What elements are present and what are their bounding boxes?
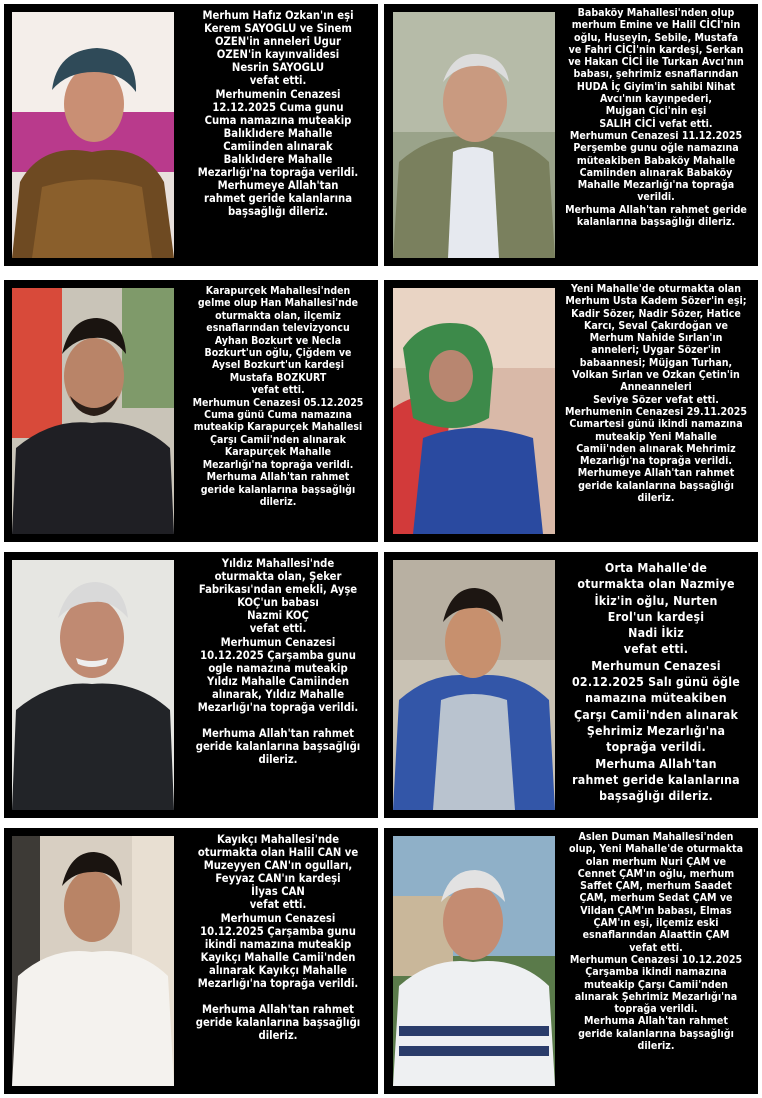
- portrait-photo: [393, 288, 555, 534]
- obituary-card-nadi-ikiz: [384, 552, 758, 818]
- obituary-text: Yeni Mahalle'de oturmakta olan Merhum Usta Kadem Sözer'in eşi; Kadir Sözer, Nadir Sözer, Hatice Karcı, Seval Çakırdoğan ve Merhum Nahide Sırlan'ın anneleri; Uygar Sözer'in babaannesi; Müjgan Turhan, Volkan Sırlan ve Ozkan Çetin'in Anneanneleri Seviye Sözer vefat etti. Merhumenin Cenazesi 29.11.2025 Cumartesi günü ikindi namazına muteakip Yeni Mahalle Camii'nden alınarak Mehrimiz Mezarlığı'na toprağa verildi. Merhumeye Allah'tan rahmet geride kalanlarına başsağlığı dileriz.: [564, 283, 747, 505]
- portrait-photo: [393, 560, 555, 810]
- obituary-text: Orta Mahalle'de oturmakta olan Nazmiye İkiz'in oğlu, Nurten Erol'un kardeşi Nadi İkiz vefat etti. Merhumun Cenazesi 02.12.2025 Salı günü öğle namazına müteakiben Çarşı Camii'nden alınarak Şehrimiz Mezarlığı'na toprağa verildi. Merhuma Allah'tan rahmet geride kalanlarına başsağlığı dileriz.: [572, 561, 740, 804]
- portrait-photo: [12, 288, 174, 534]
- obituary-card-salih-cici: [384, 4, 758, 266]
- obituary-card-seviye-sozer: [384, 280, 758, 542]
- obituary-card-mustafa-bozkurt: [4, 280, 378, 542]
- obituary-card-ilyas-can: [4, 828, 378, 1094]
- obituary-text: Aslen Duman Mahallesi'nden olup, Yeni Mahalle'de oturmakta olan merhum Nuri ÇAM ve Cennet ÇAM'ın oğlu, merhum Saffet ÇAM, merhum Saadet ÇAM, merhum Sedat ÇAM ve Vildan ÇAM'ın babası, Elmas ÇAM'ın eşi, ilçemiz eski esnaflarından Alaattin ÇAM vefat etti. Merhumun Cenazesi 10.12.2025 Çarşamba ikindi namazına muteakip Çarşı Camii'nden alınarak Şehrimiz Mezarlığı'na toprağa verildi. Merhuma Allah'tan rahmet geride kalanlarına başsağlığı dileriz.: [568, 831, 744, 1053]
- portrait-photo: [12, 836, 174, 1086]
- portrait-photo: [12, 12, 174, 258]
- portrait-photo: [393, 12, 555, 258]
- obituary-text: Yıldız Mahallesi'nde oturmakta olan, Şeker Fabrikası'ndan emekli, Ayşe KOÇ'un babası Nazmi KOÇ vefat etti. Merhumun Cenazesi 10.12.2025 Çarşamba gunu ogle namazına muteakip Yıldız Mahalle Camiinden alınarak, Yıldız Mahalle Mezarlığı'na toprağa verildi. Merhuma Allah'tan rahmet geride kalanlarına başsağlığı dileriz.: [195, 557, 361, 767]
- obituary-text: Karapurçek Mahallesi'nden gelme olup Han Mahallesi'nde oturmakta olan, ilçemiz esnaflarından televizyoncu Ayhan Bozkurt ve Necla Bozkurt'un oğlu, Çiğdem ve Aysel Bozkurt'un kardeşi Mustafa BOZKURT vefat etti. Merhumun Cenazesi 05.12.2025 Cuma günü Cuma namazına muteakip Karapurçek Mahallesi Çarşı Camii'nden alınarak Karapurçek Mahalle Mezarlığı'na toprağa verildi. Merhuma Allah'tan rahmet geride kalanlarına başsağlığı dileriz.: [192, 285, 364, 508]
- obituary-card-alaattin-cam: [384, 828, 758, 1094]
- obituary-text: Kayıkçı Mahallesi'nde oturmakta olan Halil CAN ve Muzeyyen CAN'ın ogulları, Feyyaz CAN'ın kardeşi İlyas CAN vefat etti. Merhumun Cenazesi 10.12.2025 Çarşamba gunu ikindi namazına muteakip Kayıkçı Mahalle Camii'nden alınarak Kayıkçı Mahalle Mezarlığı'na toprağa verildi. Merhuma Allah'tan rahmet geride kalanlarına başsağlığı dileriz.: [195, 833, 361, 1043]
- obituary-card-nesrin-sayoglu: [4, 4, 378, 266]
- obituary-card-nazmi-koc: [4, 552, 378, 818]
- obituary-text: Babaköy Mahallesi'nden olup merhum Emine ve Halil CİCİ'nin oğlu, Huseyin, Sebile, Mustafa ve Fahri CİCİ'nin kardeşi, Serkan ve Hakan CİCİ ile Turkan Avcı'nın babası, şehrimiz esnaflarından HUDA İç Giyim'in sahibi Nihat Avcı'nın kayınpederi, Mujgan Cici'nin eşi SALIH CİCİ vefat etti. Merhumun Cenazesi 11.12.2025 Perşembe gunu oğle namazına müteakiben Babaköy Mahalle Camiinden alınarak Babaköy Mahalle Mezarlığı'na toprağa verildi. Merhuma Allah'tan rahmet geride kalanlarına başsağlığı dileriz.: [565, 7, 747, 229]
- obituary-text: Merhum Hafız Ozkan'ın eşi Kerem SAYOGLU ve Sinem OZEN'in anneleri Ugur OZEN'in kayınvalidesi Nesrin SAYOGLU vefat etti. Merhumenin Cenazesi 12.12.2025 Cuma gunu Cuma namazına muteakip Balıklıdere Mahalle Camiinden alınarak Balıklıdere Mahalle Mezarlığı'na toprağa verildi. Merhumeye Allah'tan rahmet geride kalanlarına başsağlığı dileriz.: [197, 9, 359, 219]
- portrait-photo: [12, 560, 174, 810]
- portrait-photo: [393, 836, 555, 1086]
